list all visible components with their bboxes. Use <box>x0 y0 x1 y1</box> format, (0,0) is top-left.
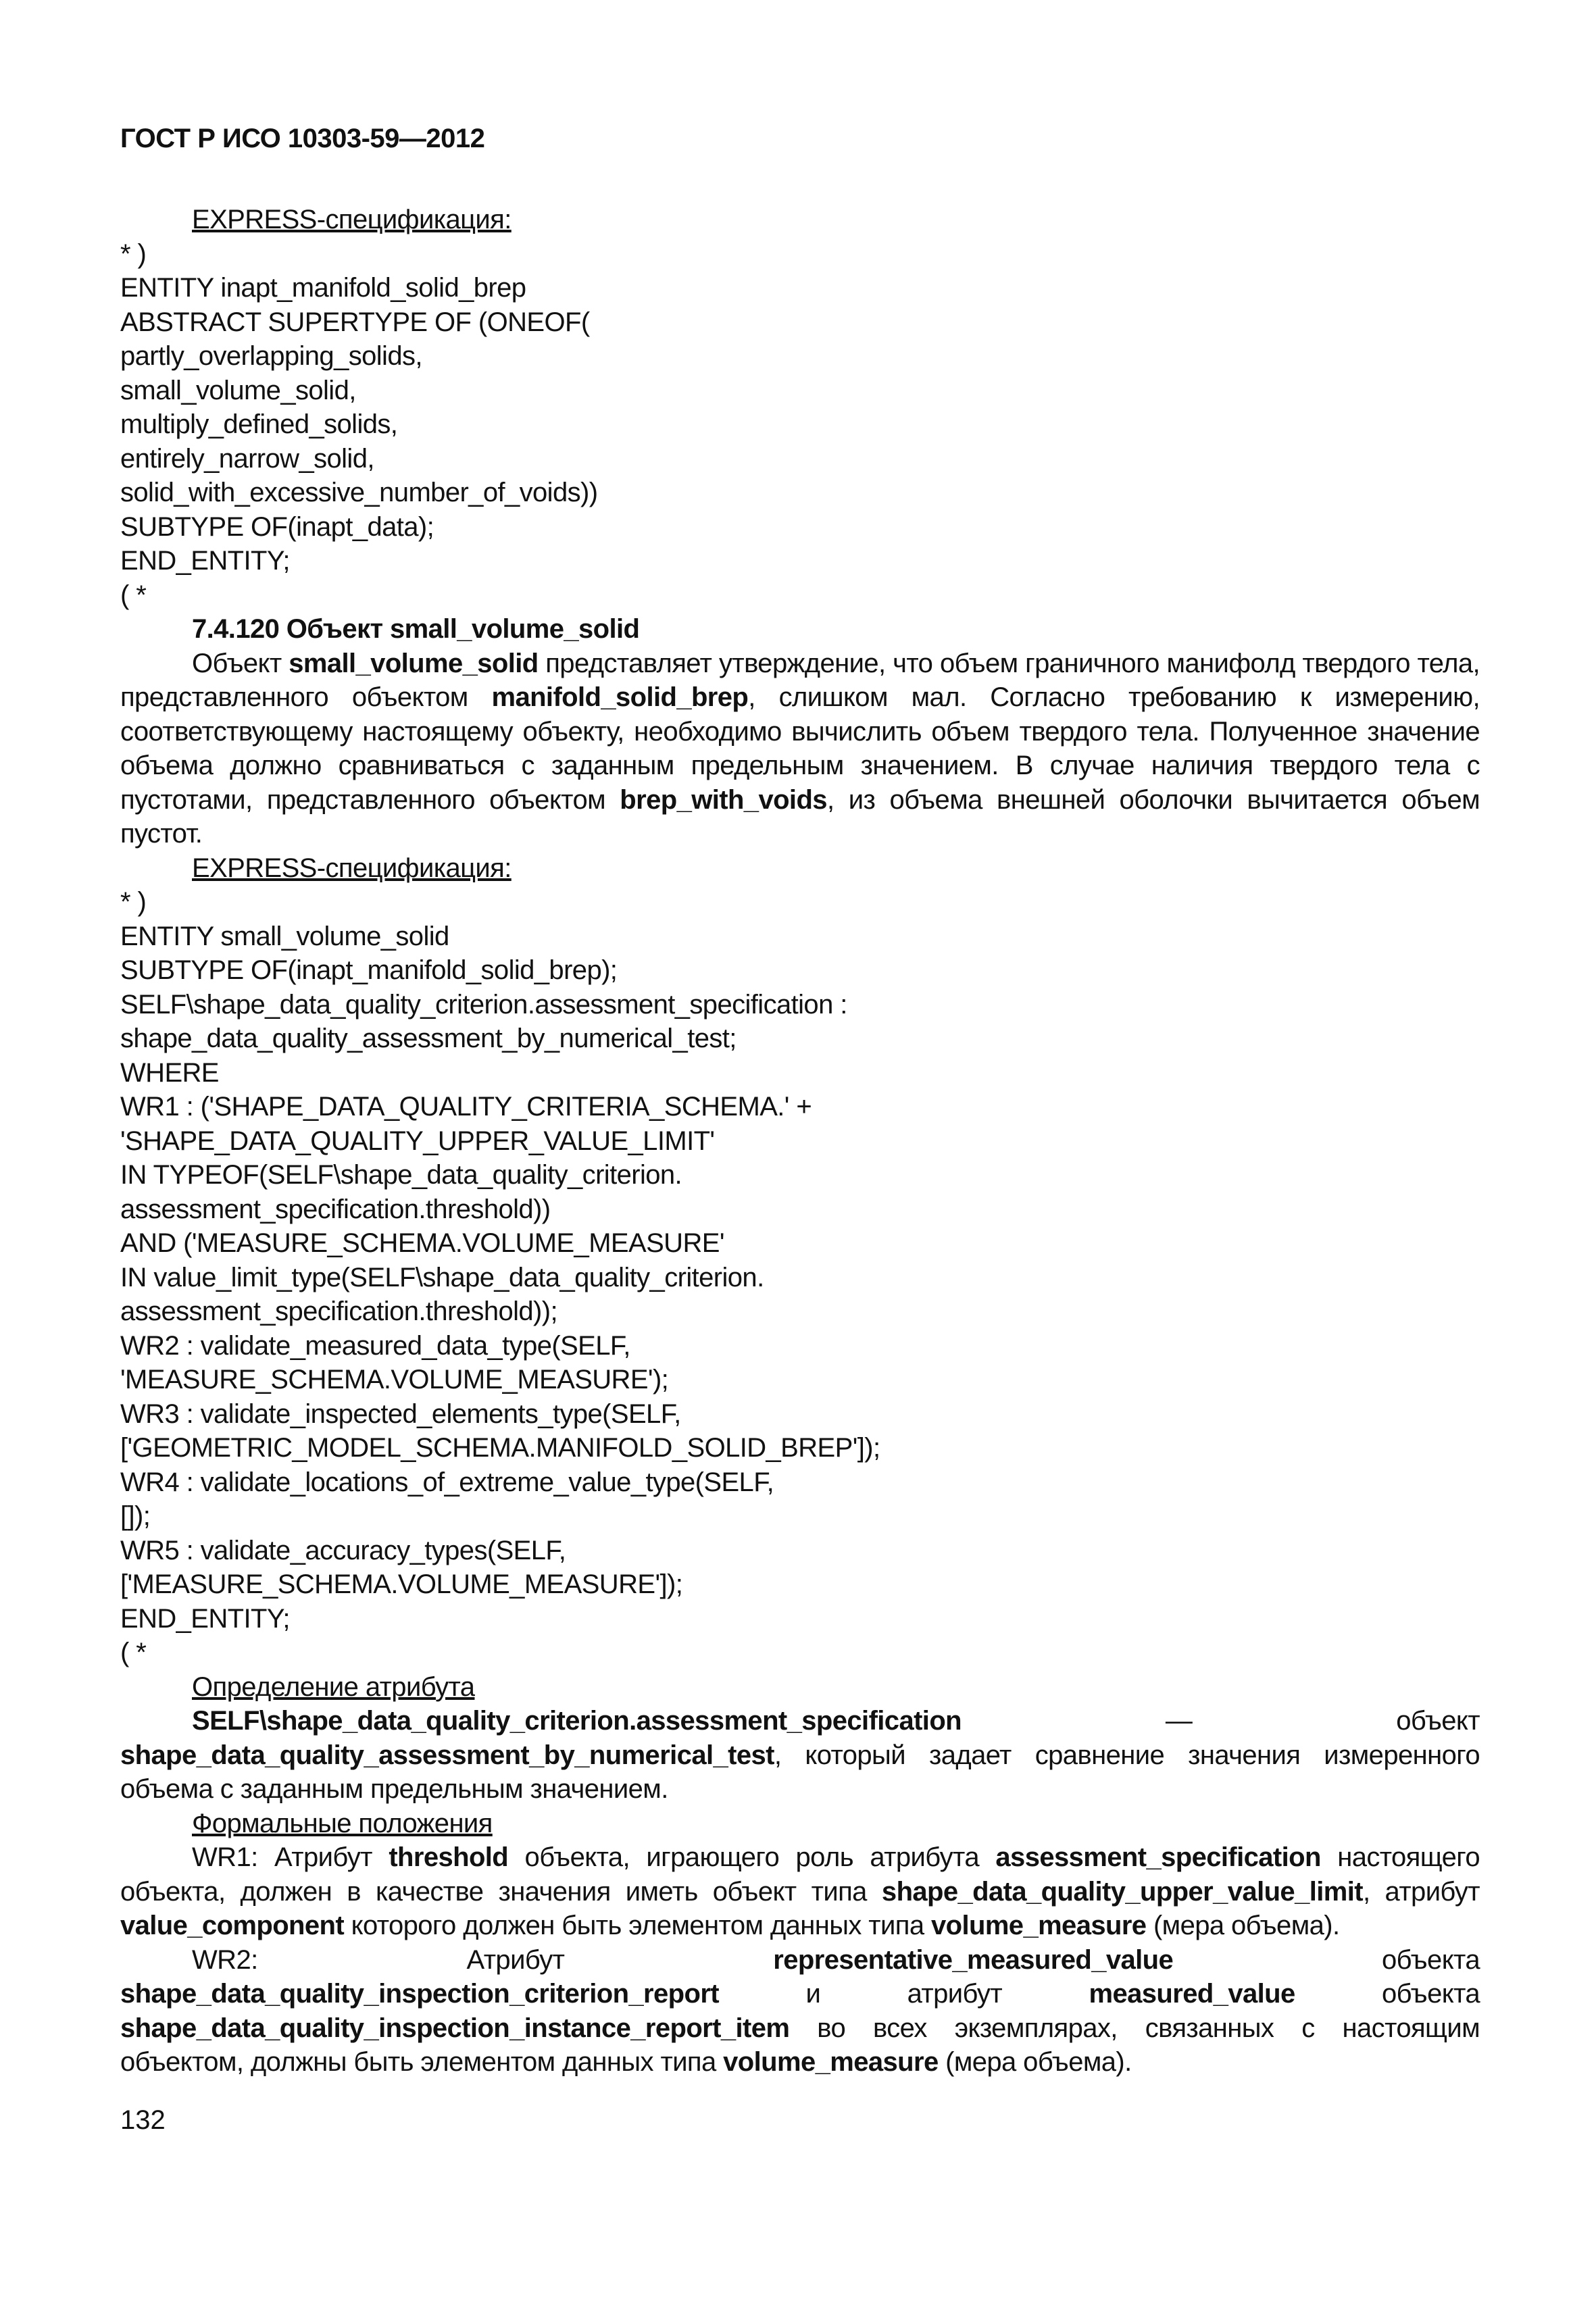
express-label: EXPRESS-спецификация: <box>192 205 512 234</box>
code-line: * ) <box>120 887 147 917</box>
entity-name: shape_data_quality_assessment_by_numerical_test <box>120 1740 774 1770</box>
code-line: shape_data_quality_assessment_by_numerical_test; <box>120 1024 737 1053</box>
code-line: END_ENTITY; <box>120 1603 290 1634</box>
code-line: AND ('MEASURE_SCHEMA.VOLUME_MEASURE' <box>120 1228 724 1258</box>
code-line: WR1 : ('SHAPE_DATA_QUALITY_CRITERIA_SCHEMA.' + <box>120 1092 812 1122</box>
entity-name: brep_with_voids <box>620 784 827 815</box>
attribute-name: assessment_specification <box>995 1842 1321 1872</box>
code-line: partly_overlapping_solids, <box>120 341 422 371</box>
formal-propositions-label: Формальные положения <box>192 1808 493 1838</box>
code-line: WHERE <box>120 1057 219 1088</box>
text-run: — объект <box>962 1706 1480 1736</box>
document-page <box>120 0 1480 2314</box>
code-line: ENTITY inapt_manifold_solid_brep <box>120 273 526 303</box>
entity-name: shape_data_quality_inspection_instance_report_item <box>120 2013 790 2043</box>
text-run: объекта <box>1295 1979 1480 2009</box>
code-line: ENTITY small_volume_solid <box>120 921 449 951</box>
code-line: WR3 : validate_inspected_elements_type(SELF, <box>120 1399 681 1429</box>
text-run: во всех экземплярах, связанных с настоящим объектом, должны быть элементом данных типа <box>120 2013 1480 2077</box>
attribute-definition-label: Определение атрибута <box>192 1671 475 1702</box>
text-run: объекта <box>1173 1944 1480 1975</box>
code-line: IN TYPEOF(SELF\shape_data_quality_criterion. <box>120 1160 682 1190</box>
document-header: ГОСТ Р ИСО 10303-59—2012 <box>120 124 485 153</box>
code-line: []); <box>120 1501 151 1531</box>
page-content <box>120 203 1480 2080</box>
code-line: assessment_specification.threshold)) <box>120 1194 551 1224</box>
entity-name: manifold_solid_brep <box>491 682 749 712</box>
code-line: * ) <box>120 238 147 269</box>
code-line: 'MEASURE_SCHEMA.VOLUME_MEASURE'); <box>120 1365 669 1394</box>
type-name: volume_measure <box>931 1911 1147 1940</box>
code-line: WR2 : validate_measured_data_type(SELF, <box>120 1330 630 1361</box>
code-line: entirely_narrow_solid, <box>120 443 374 474</box>
code-line: ( * <box>120 580 147 610</box>
entity-name: shape_data_quality_inspection_criterion_report <box>120 1979 720 2009</box>
code-line: WR5 : validate_accuracy_types(SELF, <box>120 1535 566 1565</box>
attribute-name: measured_value <box>1089 1979 1295 2009</box>
code-line: ( * <box>120 1638 147 1667</box>
entity-name: shape_data_quality_upper_value_limit <box>881 1876 1363 1907</box>
text-run: (мера объема). <box>1146 1911 1340 1940</box>
code-line: SUBTYPE OF(inapt_manifold_solid_brep); <box>120 955 618 985</box>
code-line: ['MEASURE_SCHEMA.VOLUME_MEASURE']); <box>120 1569 683 1599</box>
attribute-name: SELF\shape_data_quality_criterion.assessment_specification <box>192 1706 962 1736</box>
text-run: настоящего объекта, должен в качестве значения иметь объект типа <box>120 1842 1480 1907</box>
code-line: assessment_specification.threshold)); <box>120 1297 557 1326</box>
code-line: IN value_limit_type(SELF\shape_data_quality_criterion. <box>120 1262 764 1292</box>
text-run: WR1: Атрибут <box>192 1842 389 1872</box>
attribute-name: representative_measured_value <box>773 1944 1174 1975</box>
section-paragraph <box>120 647 1480 851</box>
attribute-definition-paragraph <box>120 1704 1480 1807</box>
text-run: Объект <box>192 648 289 678</box>
entity-name: small_volume_solid <box>289 648 539 678</box>
code-line: ['GEOMETRIC_MODEL_SCHEMA.MANIFOLD_SOLID_BREP']); <box>120 1433 880 1463</box>
code-line: END_ENTITY; <box>120 546 290 576</box>
code-block-2 <box>120 885 1480 1670</box>
code-line: SELF\shape_data_quality_criterion.assessment_specification : <box>120 989 847 1020</box>
text-run: , который задает сравнение значения измеренного объема с заданным предельным значением. <box>120 1740 1480 1804</box>
code-line: solid_with_excessive_number_of_voids)) <box>120 478 598 507</box>
wr2-paragraph <box>120 1943 1480 2080</box>
attribute-name: threshold <box>389 1842 509 1872</box>
code-line: 'SHAPE_DATA_QUALITY_UPPER_VALUE_LIMIT' <box>120 1126 715 1156</box>
text-run: , из объема внешней оболочки вычитается объем пустот. <box>120 784 1480 849</box>
text-run: которого должен быть элементом данных типа <box>344 1911 931 1940</box>
text-run: WR2: Атрибут <box>192 1944 774 1975</box>
wr1-paragraph <box>120 1840 1480 1943</box>
text-run: и атрибут <box>719 1979 1089 2009</box>
code-block-1 <box>120 237 1480 613</box>
text-run: , атрибут <box>1362 1876 1480 1907</box>
text-run: объекта, играющего роль атрибута <box>508 1842 996 1872</box>
page-number: 132 <box>120 2105 166 2135</box>
text-run: (мера объема). <box>938 2047 1132 2077</box>
code-line: SUBTYPE OF(inapt_data); <box>120 511 434 542</box>
attribute-name: value_component <box>120 1911 345 1940</box>
text-run: представляет утверждение, что объем граничного манифолд твердого тела, представленного объектом <box>120 648 1480 712</box>
code-line: WR4 : validate_locations_of_extreme_value_type(SELF, <box>120 1467 774 1497</box>
code-line: multiply_defined_solids, <box>120 409 398 439</box>
code-line: small_volume_solid, <box>120 375 356 405</box>
section-heading: 7.4.120 Объект small_volume_solid <box>192 614 640 644</box>
code-line: ABSTRACT SUPERTYPE OF (ONEOF( <box>120 307 590 337</box>
express-label: EXPRESS-спецификация: <box>192 853 512 883</box>
text-run: , слишком мал. Согласно требованию к измерению, соответствующему настоящему объекту, необходимо вычислить объем твердого тела. Полученное значение объема должно сравниваться с заданным предельным значением. В случае наличия твердого тела с пустотами, представленного объектом <box>120 682 1480 815</box>
type-name: volume_measure <box>723 2047 939 2077</box>
